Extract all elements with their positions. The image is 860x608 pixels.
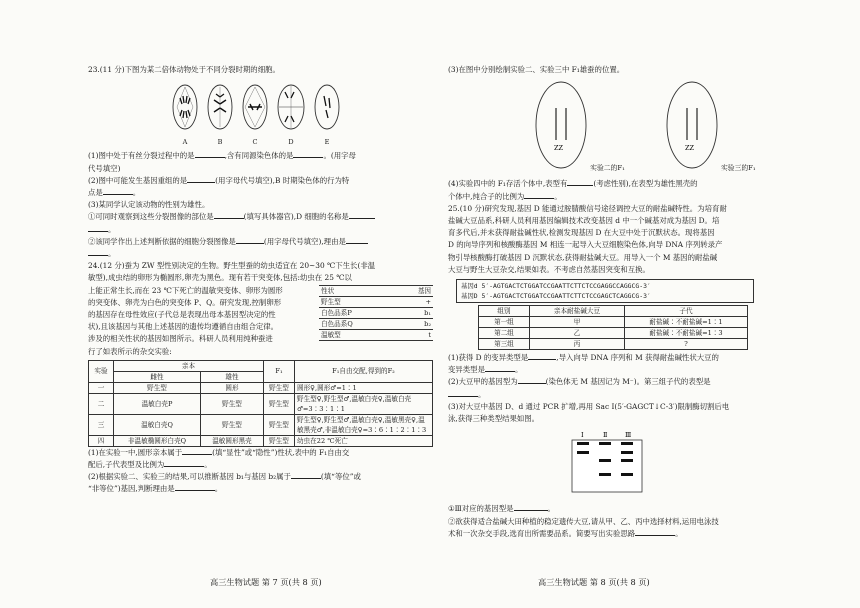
answer-blank[interactable] [349, 218, 375, 219]
answer-blank[interactable] [635, 535, 675, 536]
left-column [88, 64, 433, 496]
table-row: 四 非温敏椭圆形白壳Q 温敏圆形黑壳 野生型 幼虫在22 ℃死亡 [89, 435, 433, 446]
answer-blank[interactable] [214, 218, 244, 219]
answer-blank[interactable] [448, 396, 478, 397]
cell-e [313, 82, 341, 148]
cell-a [171, 82, 199, 148]
q25-part3-2-b: 术和一次杂交手段,选育出所需要品系。简要写出实验思路 。 [448, 528, 683, 538]
answer-blank[interactable] [164, 466, 204, 467]
q25-stem-3: 育多代后,并未获得耐盐碱性状,检测发现基因 D 在大豆中处于沉默状态。现将基因 [448, 228, 715, 238]
q24-stem-1: 24.(12 分)蚕为 ZW 型性别决定的生物。野生型蚕的幼虫适宜在 20~30 ℃下生长(非温 [88, 261, 376, 271]
cell-label-a: A [182, 138, 188, 147]
trait-gene-table: 性状 基因 野生型 + 白色品系P b₁ 白色品系Q b₂ 温敏型 t [321, 286, 431, 339]
q25-part1-tail: 变异类型是 。 [448, 365, 523, 375]
q24-stem-6: 状),且该基因与其他上述基因的遗传均遵循自由组合定律。 [88, 322, 279, 332]
answer-blank[interactable] [346, 243, 368, 244]
zz-label: ZZ [554, 144, 564, 153]
q24-stem-8: 行了如表所示的杂交实验: [88, 346, 172, 356]
table-row: 一 野生型 圆形 野生型 圆形♀,圆形♂=1∶1 [89, 382, 433, 393]
q23-part3-1: ①可同时观察到这些分裂图像的部位是 (填写具体器官),D 细胞的名称是 [88, 211, 433, 223]
q23-part3: (3)某同学认定该动物的性别为雄性。 [88, 200, 210, 210]
q24-part3: (3)在图中分别绘制实验二、实验三中 F₁雄蚕的位置。 [448, 65, 625, 74]
q25-part1: (1)获得 D 的变异类型是 ,导入向导 DNA 序列和 M 获得耐盐碱性状大豆的 [448, 353, 719, 363]
answer-blank[interactable] [103, 194, 133, 195]
answer-blank[interactable] [514, 510, 548, 511]
q25-stem-2: 盐碱大豆品系,科研人员利用基因编辑技术改变基因 d 中一个碱基对成为基因 D。培 [448, 216, 720, 226]
f1-position-figures [534, 80, 766, 174]
answer-blank[interactable] [518, 383, 546, 384]
footer-page-8: 高三生物试题 第 8 页(共 8 页) [538, 576, 650, 587]
q24-stem-block [88, 285, 433, 358]
electrophoresis-gel [568, 429, 766, 499]
circle-label-experiment-2: 实验二的F₁ [590, 164, 625, 173]
answer-blank[interactable] [195, 157, 225, 158]
q23-part2-tail: 点是 。 [88, 188, 141, 198]
sequence-gene-D: 基因D 5′-AGTGACTCTGGATCCGAATTCTTCTCCGAGCTCAGGCG-3′ [461, 292, 651, 301]
q23-part3-1-tail: 。 [88, 224, 433, 236]
q25-part3-b: 泳,获得三种类型结果如图。 [448, 414, 540, 424]
answer-blank[interactable] [528, 359, 556, 360]
answer-blank[interactable] [567, 185, 593, 186]
footer-page-7: 高三生物试题 第 7 页(共 8 页) [210, 576, 322, 587]
answer-blank[interactable] [182, 454, 212, 455]
q23-part1-tail: 代号填空) [88, 163, 121, 173]
answer-blank[interactable] [293, 157, 323, 158]
answer-blank[interactable] [187, 182, 215, 183]
q24-part4: (4)实验四中的 F₁存活个体中,表型有 (考虑性别),在表型为雄性黑壳的 [448, 179, 698, 189]
q24-stem-2: 敏型),成虫结的卵形为椭圆形,卵壳为黑色。现有若干突变体,包括:幼虫在 25 ℃以 [88, 273, 352, 283]
q24-part1: (1)在实验一中,圆形亲本属于 (填“显性”或“隐性”)性状,表中的 F₁自由交 [88, 447, 350, 457]
cell-label-b: B [217, 138, 223, 147]
gene-sequence-box [456, 279, 754, 303]
q24-stem-5: 的基因存在母性效应(子代总是表现出母本基因型决定的性 [88, 310, 276, 320]
q23-cell-figures [171, 82, 433, 148]
q25-stem-4: D 的向导序列和核酸酶基因 M 相连一起导入大豆细胞染色体,向导 DNA 序列转录产 [448, 240, 723, 250]
q23-stem: 23.(11 分)下图为某二倍体动物处于不同分裂时期的细胞。 [88, 65, 280, 74]
gel-lane-label-2: Ⅱ [603, 431, 608, 440]
cell-d [276, 82, 306, 148]
answer-blank[interactable] [175, 490, 215, 491]
q25-stem-5: 物引导核酸酶打破基因 D 沉默状态,获得耐盐碱大豆。用导入一个 M 基因的耐盐碱 [448, 252, 718, 262]
q24-part2-tail: “非等位”)基因,判断理由是 。 [88, 484, 223, 494]
gel-lane-label-1: Ⅰ [581, 431, 584, 440]
q25-part2: (2)大豆甲的基因型为 (染色体无 M 基因记为 M⁻)。第三组子代的表型是 [448, 377, 711, 387]
answer-blank[interactable] [88, 255, 108, 256]
answer-blank[interactable] [485, 371, 515, 372]
cell-label-c: C [252, 138, 258, 147]
sequence-gene-d: 基因d 5′-AGTGACTCTGGATCCGAATTCTTCTCCGAGGCCAGGCG-3′ [461, 282, 651, 291]
gel-lane-label-3: Ⅲ [625, 431, 632, 440]
q24-part2: (2)根据实验二、实验三的结果,可以推断基因 b₁与基因 b₂属于 (填“等位”或 [88, 472, 361, 482]
q25-part3: (3)对大豆中基因 D、d 通过 PCR 扩增,再用 Sac Ⅰ(5′-GAGCT↓C-3′)限制酶切割后电 [448, 401, 730, 411]
zz-label: ZZ [684, 144, 694, 153]
q24-stem-3: 上能正常生长,而在 23 ℃下死亡的温敏突变体、卵形为圆形 [88, 285, 283, 295]
cell-label-d: D [288, 138, 294, 147]
q24-stem-7: 涉及的相关性状的基因如图所示。科研人员利用纯种蚕进 [88, 334, 273, 344]
answer-blank[interactable] [291, 478, 321, 479]
table-row: 三 温敏白壳Q 野生型 野生型 野生型♀,野生型♂,温敏白壳♀,温敏黑壳♀,温敏黑壳♂,非温敏白壳♀=3∶6∶1∶2∶1∶3 [89, 414, 433, 435]
table-row: 第二组 乙 耐盐碱∶不耐盐碱=1∶3 [479, 328, 748, 339]
cell-label-e: E [324, 138, 330, 147]
q23-part1: (1)图中处于有丝分裂过程中的是 ,含有同源染色体的是 。(用字母 [88, 151, 356, 161]
cell-c [241, 82, 269, 148]
circle-experiment-3 [665, 80, 756, 174]
q25-part2-tail: 。 [448, 389, 766, 401]
q25-stem-6: 大豆与野生大豆杂交,结果如表。不考虑自然基因突变和互换。 [448, 264, 650, 274]
table-row: 第一组 甲 耐盐碱∶不耐盐碱=1∶1 [479, 317, 748, 328]
circle-label-experiment-3: 实验三的F₁ [720, 164, 756, 173]
right-column [448, 64, 766, 540]
table-row: 二 温敏白壳P 野生型 野生型 野生型♀,野生型♂,温敏白壳♀,温敏白壳♂=3∶3∶1∶1 [89, 393, 433, 414]
q25-part3-2: ②欲获得适合盐碱大田种植的稳定遗传大豆,请从甲、乙、丙中选择材料,运用电泳技 [448, 516, 719, 526]
answer-blank[interactable] [236, 243, 264, 244]
q25-part3-1: ①Ⅲ对应的基因型是 。 [448, 504, 555, 514]
q23-part3-2: ②该同学作出上述判断依据的细胞分裂图像是 (用字母代号填空),理由是 [88, 236, 433, 248]
circle-experiment-2 [534, 80, 625, 174]
q24-stem-4: 的突变体、卵壳为白色的突变体 P、Q。研究发现,控制卵形 [88, 297, 282, 307]
q25-stem-1: 25.(10 分)研究发现,基因 D 能通过胺腈酸信号途径调控大豆的耐盐碱特性。为培育耐 [448, 203, 727, 213]
soybean-group-table: 组别 亲本耐盐碱大豆 子代 第一组 甲 耐盐碱∶不耐盐碱=1∶1 第二组 乙 耐盐碱∶不耐盐碱=1∶3 第三组 丙 ? [478, 305, 748, 350]
q24-part1-tail: 配后,子代表型及比例为 。 [88, 460, 212, 470]
table-row: 第三组 丙 ? [479, 339, 748, 350]
q23-part2: (2)图中可能发生基因重组的是 (用字母代号填空),B 时期染色体的行为特 [88, 175, 350, 185]
cell-b [206, 82, 234, 148]
answer-blank[interactable] [88, 231, 108, 232]
cross-experiment-table: 实验 亲本 F₁ F₁自由交配,得到的F₂ 雌性 雄性 一 野生型 圆形 野生型 圆形♀,圆形♂=1∶1 二 温敏白壳P 野生型 野生型 野生型♀,野生型♂,温敏白壳♀,温敏白壳♂=3∶3∶1∶1 三 温敏白壳Q 野生型 野生型 野生型♀,野生型♂,温敏白壳♀,温敏黑壳♀,温敏黑壳♂,非温敏白壳♀=3∶6∶1∶2∶1∶3 四 非温敏椭圆形白壳Q 温敏圆形黑壳 野生型 幼虫在22 ℃死亡 [88, 360, 433, 447]
answer-blank[interactable] [524, 198, 554, 199]
q24-part4-tail: 个体中,纯合子的比例为 。 [448, 191, 562, 201]
q23-part3-2-tail: 。 [88, 248, 433, 260]
